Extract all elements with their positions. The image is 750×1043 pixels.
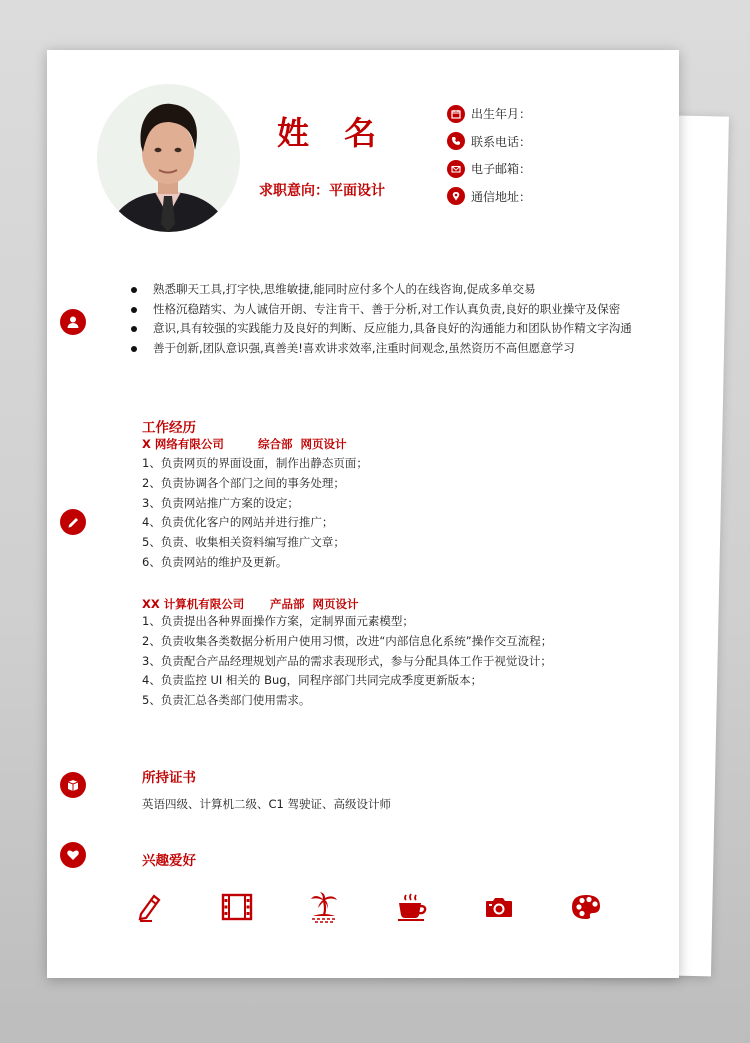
job-2-role: 网页设计 (312, 597, 359, 611)
info-label-email: 电子邮箱： (471, 162, 532, 177)
pencil-icon (60, 509, 86, 535)
duty-line: 3、负责配合产品经理规划产品的需求表现形式，参与分配具体工作于视觉设计； (142, 653, 552, 668)
profile-photo (97, 84, 240, 232)
location-pin-icon (447, 187, 465, 205)
certificate-box-icon (60, 772, 86, 798)
calendar-icon (447, 105, 465, 123)
info-label-birth: 出生年月： (471, 107, 532, 122)
job-intent: 求职意向：平面设计 (259, 183, 385, 199)
duty-line: 4、负责监控 UI 相关的 Bug，同程序部门共同完成季度更新版本； (142, 673, 483, 688)
hobbies-section-title: 兴趣爱好 (142, 853, 196, 869)
candidate-name: 姓 名 (277, 114, 389, 152)
info-label-address: 通信地址： (471, 189, 532, 204)
info-row-address (447, 183, 531, 211)
film-icon (220, 890, 254, 924)
work-section-title: 工作经历 (142, 420, 196, 436)
phone-icon (447, 132, 465, 150)
mail-icon (447, 160, 465, 178)
info-row-birth (447, 100, 531, 128)
job-2-duties (142, 612, 552, 711)
duty-line: 2、负责协调各个部门之间的事务处理； (142, 475, 345, 490)
coffee-cup-icon (395, 890, 429, 924)
profile-item: 意识,具有较强的实践能力及良好的判断、反应能力,具备良好的沟通能力和团队协作精文字沟通 (131, 319, 632, 339)
profile-item: 性格沉稳踏实、为人诚信开朗、专注肯干、善于分析,对工作认真负责,良好的职业操守及保密 (131, 300, 632, 320)
job-1-duties (142, 454, 368, 573)
duty-line: 1、负责提出各种界面操作方案，定制界面元素模型； (142, 614, 414, 628)
duty-line: 5、负责汇总各类部门使用需求。 (142, 693, 311, 708)
palette-icon (569, 890, 603, 924)
pencil-icon (133, 890, 167, 924)
info-row-phone (447, 128, 531, 156)
job-1-role: 网页设计 (300, 437, 347, 451)
info-row-email (447, 155, 531, 183)
profile-item: 善于创新,团队意识强,真善美!喜欢讲求效率,注重时间观念,虽然资历不高但愿意学习 (131, 339, 632, 359)
info-label-phone: 联系电话： (471, 134, 532, 149)
duty-line: 1、负责网页的界面设面，制作出静态页面； (142, 456, 368, 470)
duty-line: 5、负责、收集相关资料编写推广文章； (142, 535, 345, 550)
profile-list (131, 280, 632, 358)
certs-section-title: 所持证书 (142, 770, 196, 786)
hobby-icons (133, 890, 603, 924)
job-1-header (142, 436, 347, 452)
duty-line: 6、负责网站的维护及更新。 (142, 554, 288, 569)
duty-line: 2、负责收集各类数据分析用户使用习惯，改进“内部信息化系统”操作交互流程； (142, 633, 553, 648)
job-2-header (142, 596, 359, 612)
job-1-company: X 网络有限公司 (142, 437, 224, 451)
duty-line: 3、负责网站推广方案的设定； (142, 495, 299, 510)
job-1-dept: 综合部 (258, 437, 293, 451)
island-palm-icon (307, 890, 341, 924)
user-icon (60, 309, 86, 335)
duty-line: 4、负责优化客户的网站并进行推广； (142, 515, 334, 530)
contact-info (447, 100, 531, 210)
job-2-dept: 产品部 (270, 597, 305, 611)
camera-icon (482, 890, 516, 924)
heart-icon (60, 842, 86, 868)
certs-text: 英语四级、计算机二级、C1 驾驶证、高级设计师 (142, 797, 391, 811)
resume-page (47, 50, 679, 978)
profile-item: 熟悉聊天工具,打字快,思维敏捷,能同时应付多个人的在线咨询,促成多单交易 (131, 280, 632, 300)
job-2-company: XX 计算机有限公司 (142, 597, 245, 611)
